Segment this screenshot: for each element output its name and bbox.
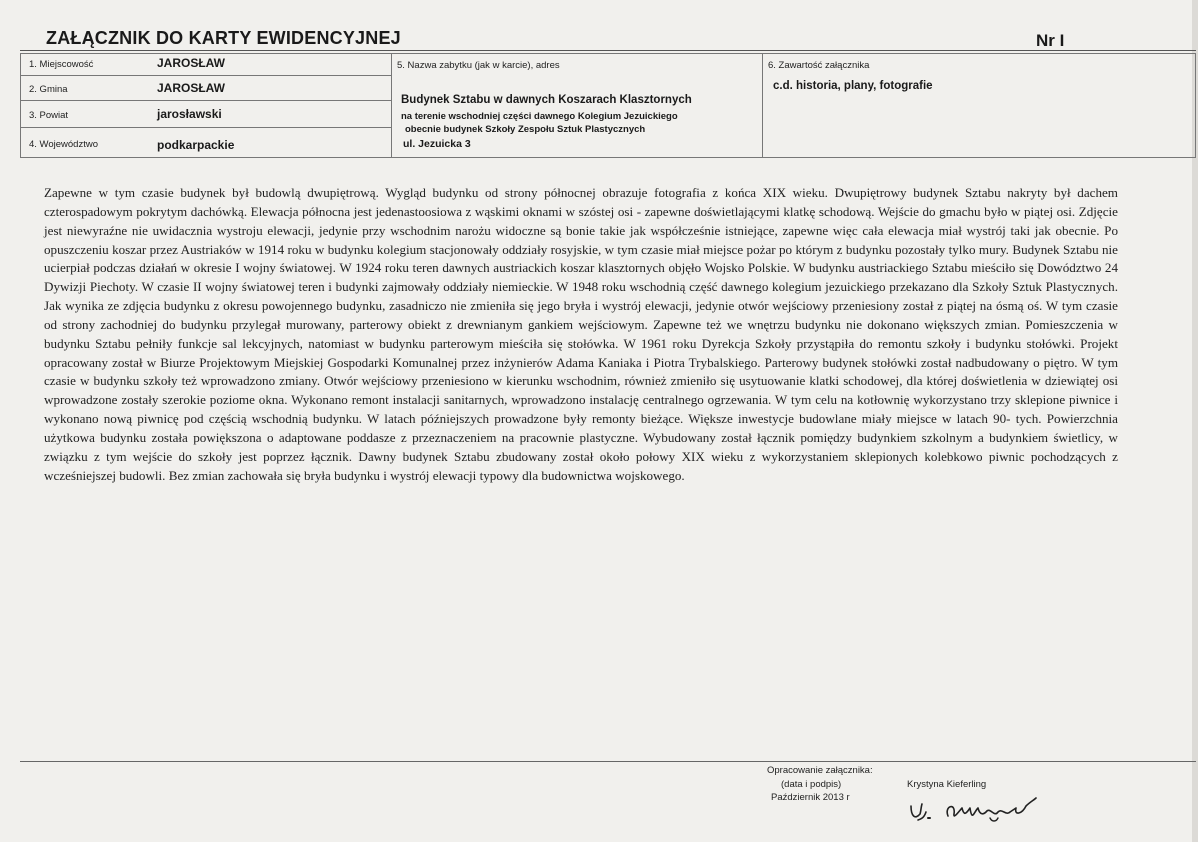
row-divider	[21, 75, 391, 76]
voivodeship-value: podkarpackie	[157, 138, 235, 152]
row-divider	[21, 127, 391, 128]
handwritten-signature	[906, 792, 1046, 828]
locality-value: JAROSŁAW	[157, 56, 226, 70]
monument-name: Budynek Sztabu w dawnych Koszarach Klasztornych	[401, 94, 692, 106]
commune-value: JAROSŁAW	[157, 81, 226, 95]
monument-address: ul. Jezuicka 3	[403, 138, 471, 150]
monument-location-line: na terenie wschodniej części dawnego Kolegium Jezuickiego	[401, 111, 678, 122]
title-divider	[20, 50, 1196, 51]
contents-value: c.d. historia, plany, fotografie	[773, 80, 933, 92]
prepared-date: Październik 2013 r	[771, 792, 850, 803]
prepared-label: Opracowanie załącznika:	[767, 765, 873, 776]
district-value: jarosławski	[157, 107, 222, 121]
document-title: ZAŁĄCZNIK DO KARTY EWIDENCYJNEJ	[46, 28, 401, 48]
date-sign-label: (data i podpis)	[781, 779, 842, 790]
commune-label: 2. Gmina	[29, 84, 68, 95]
monument-box	[391, 53, 763, 158]
monument-current-use: obecnie budynek Szkoły Zespołu Sztuk Plastycznych	[405, 124, 646, 135]
history-text: Zapewne w tym czasie budynek był budowlą dwupiętrową. Wygląd budynku od strony północnej obrazuje fotografia z końca XIX wieku. Dwupiętrowy budynek Sztabu nakryty był dachem czterospadowym pokrytym dachówką. Elewacja północna jest jedenastoosiowa z wąskimi oknami w szóstej osi - zapewne doświetlającymi klatkę schodową. Wejście do gmachu było w piątej osi. Zdjęcie jest niewyraźne nie uwidacznia wystroju elewacji, jedynie przy wschodnim narożu widoczne są bonie takie jak współcześnie istniejące, zapewne więc cała elewacja miał wystrój taki jak obecnie. Po opuszczeniu koszar przez Austriaków w 1914 roku w budynku kolegium stacjonowały oddziały rosyjskie, w tym czasie miał miejsce pożar po którym z budynku pozostały tylko mury. Budynek Sztabu nie ucierpiał podczas działań w okresie I wojny światowej. W 1924 roku teren dawnych austriackich koszar klasztornych objęło Wojsko Polskie. W budynku austriackiego Sztabu mieściło się Dowództwo 24 Dywizji Piechoty. W czasie II wojny światowej teren i budynki zajmowały oddziały niemieckie. W 1948 roku wschodnią część dawnego kolegium jezuickiego przekazano dla Szkoły Sztuk Plastycznych. Jak wynika ze zdjęcia budynku z okresu powojennego budynku, zasadniczo nie zmieniła się jego bryła i wystrój elewacji, jedynie otwór wejściowy przeniesiony został z piątej na ósmą oś. W tym czasie od strony zachodniej do budynku przylegał murowany, parterowy obiekt z drewnianym gankiem wejściowym. Zapewne też we wnętrzu budynku nie dokonano większych zmian. Pomieszczenia w budynku Sztabu pełniły funkcje sal lekcyjnych, natomiast w budynku parterowym mieściła się stołówka. W 1961 roku Dyrekcja Szkoły przystąpiła do remontu szkoły i budynku stołówki. Projekt opracowany został w Biurze Projektowym Miejskiej Gospodarki Komunalnej przez inżynierów Adama Kaniaka i Piotra Trybalskiego. Parterowy budynek stołówki został nadbudowany o piętro. W tym czasie w budynku szkoły też wprowadzono zmiany. Otwór wejściowy przeniesiono w kierunku wschodnim, również zmieniło się usytuowanie klatki schodowej, dla której doświetlenia w dziewiątej osi wprowadzone zostały szerokie poziome okna. Wykonano remont instalacji sanitarnych, wprowadzono instalację centralnego ogrzewania. W tym celu na kotłownię wykorzystano trzy sklepione piwnice i wykonano nową piwnicę pod częścią wschodnią budynku. W latach późniejszych prowadzone były remonty bieżące. Większe inwestycje budowlane miały miejsce w latach 90- tych. Powierzchnia użytkowa budynku została powiększona o adaptowane poddasze z przeznaczeniem na pracownie plastyczne. Wybudowany został łącznik pomiędzy budynkiem szkolnym a budynkiem świetlicy, w związku z tym wejście do szkoły jest poprzez łącznik. Dawny budynek Sztabu zbudowany został około połowy XIX wieku z wykorzystaniem sklepionych kolebkowo piwnic pochodzących z wcześniejszej budowli. Bez zmian zachowała się bryła budynku i wystrój elewacji typowy dla budownictwa wojskowego.	[44, 185, 1118, 483]
location-box	[20, 53, 392, 158]
contents-box	[762, 53, 1196, 158]
footer-divider	[20, 761, 1196, 762]
contents-label: 6. Zawartość załącznika	[768, 60, 870, 71]
voivodeship-label: 4. Województwo	[29, 139, 98, 150]
district-label: 3. Powiat	[29, 110, 69, 121]
locality-label: 1. Miejscowość	[29, 59, 94, 70]
monument-label: 5. Nazwa zabytku (jak w karcie), adres	[397, 60, 560, 71]
author-name: Krystyna Kieferling	[907, 779, 987, 790]
row-divider	[21, 100, 391, 101]
attachment-number: Nr I	[1036, 31, 1065, 50]
